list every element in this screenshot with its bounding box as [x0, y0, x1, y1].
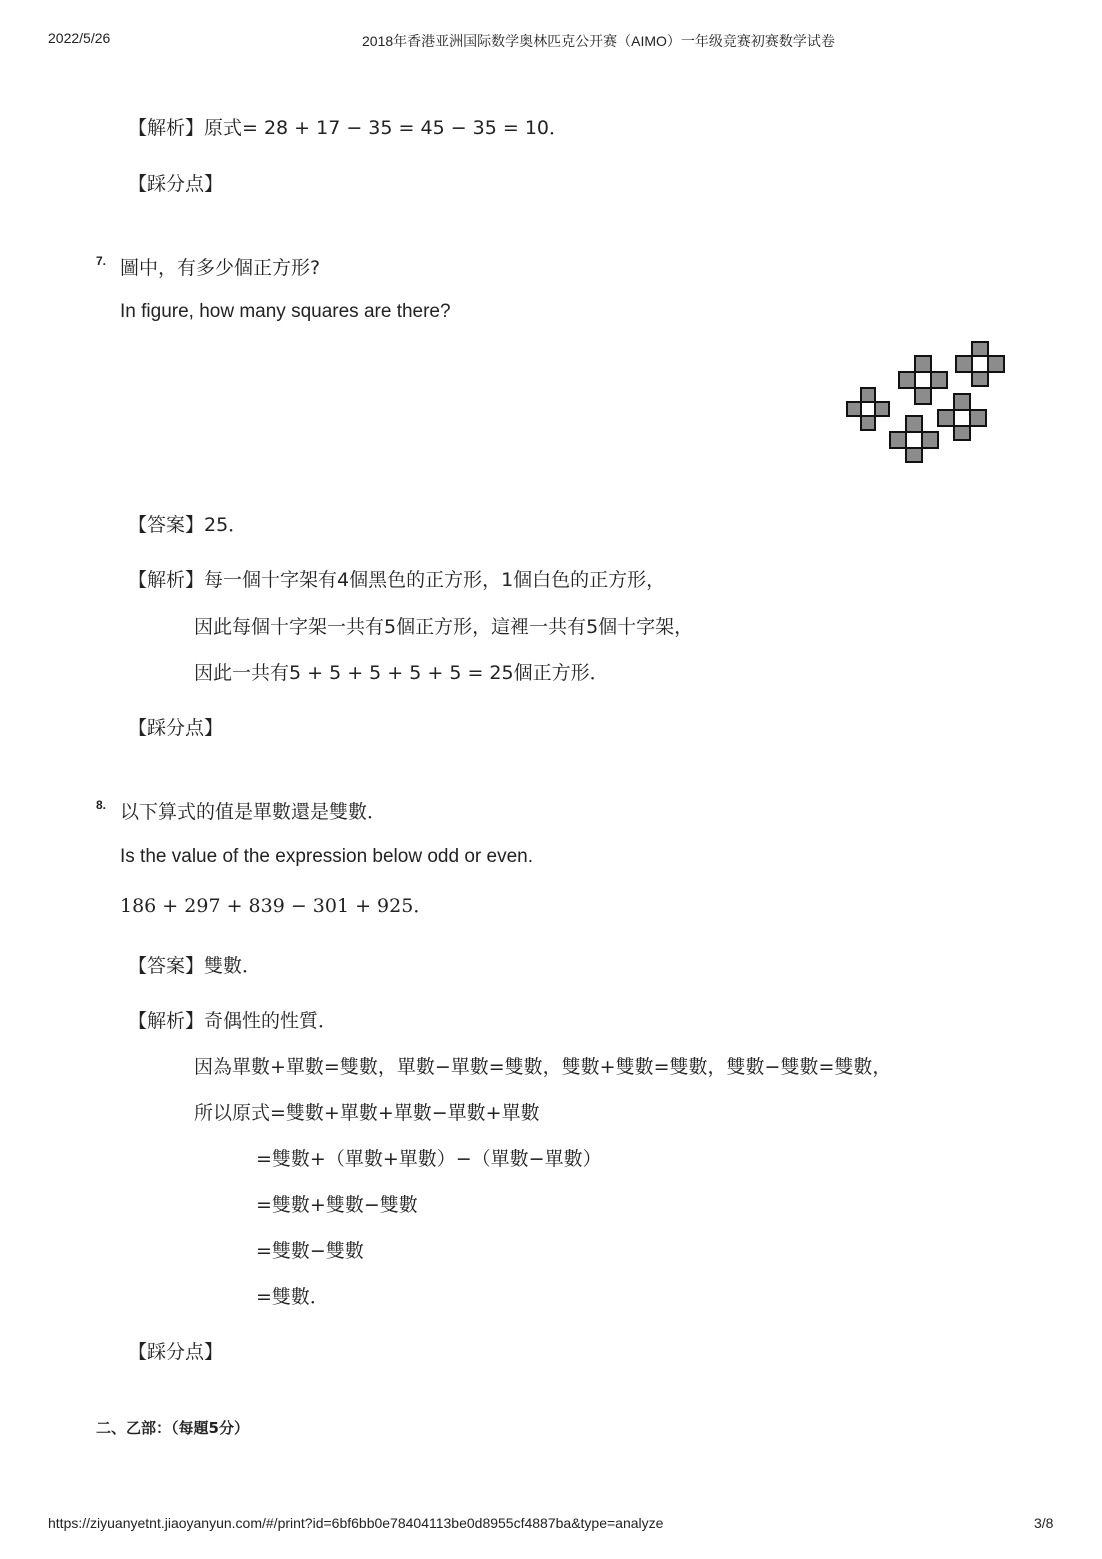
q7-analysis-line-2: 因此每個十字架一共有5個正方形，這裡一共有5個十字架，: [194, 616, 694, 638]
q8-analysis-line-4: =雙數+（單數+單數）−（單數−單數）: [256, 1148, 602, 1170]
q8-analysis-line-2: 因為單數+單數=雙數，單數−單數=雙數，雙數+雙數=雙數，雙數−雙數=雙數，: [194, 1056, 892, 1078]
q8-analysis-line-5: =雙數+雙數−雙數: [256, 1194, 418, 1216]
page-number: 3/8: [1034, 1515, 1054, 1531]
q7-question-zh: 圖中，有多少個正方形?: [120, 257, 321, 279]
q7-question-en: In figure, how many squares are there?: [120, 301, 451, 322]
q8-question-en: Is the value of the expression below odd or even.: [120, 846, 533, 867]
q6-analysis: 【解析】原式= 28 + 17 − 35 = 45 − 35 = 10．: [128, 117, 569, 139]
cross-3: [956, 342, 1004, 386]
q7-points: 【踩分点】: [128, 717, 224, 739]
q8-analysis-line-7: =雙數．: [256, 1286, 329, 1308]
q8-analysis-line-3: 所以原式=雙數+單數+單數−單數+單數: [194, 1102, 540, 1124]
q8-analysis-line-6: =雙數−雙數: [256, 1240, 364, 1262]
q8-points: 【踩分点】: [128, 1341, 224, 1363]
cross-1: [847, 388, 889, 430]
q8-analysis-line-1: 【解析】奇偶性的性質．: [128, 1010, 338, 1032]
document-title: 2018年香港亚洲国际数学奥林匹克公开赛（AIMO）一年级竞赛初赛数学试卷: [362, 33, 835, 49]
cross-4: [938, 394, 986, 440]
crosses-figure: [840, 336, 1012, 468]
q8-expression: 186 + 297 + 839 − 301 + 925．: [120, 895, 433, 917]
cross-2: [899, 356, 947, 404]
q7-analysis-line-1: 【解析】每一個十字架有4個黑色的正方形，1個白色的正方形，: [128, 569, 666, 591]
q7-number: 7.: [96, 254, 107, 268]
section-b-heading: 二、乙部：（每題5分）: [96, 1419, 249, 1437]
q7-answer: 【答案】25．: [128, 514, 248, 536]
print-date: 2022/5/26: [48, 30, 111, 46]
q6-points: 【踩分点】: [128, 173, 224, 195]
cross-5: [890, 416, 938, 462]
q8-number: 8.: [96, 798, 107, 812]
q8-answer: 【答案】雙數．: [128, 955, 262, 977]
q7-analysis-line-3: 因此一共有5 + 5 + 5 + 5 + 5 = 25個正方形．: [194, 662, 609, 684]
q8-question-zh: 以下算式的值是單數還是雙數．: [120, 801, 387, 823]
footer-url[interactable]: https://ziyuanyetnt.jiaoyanyun.com/#/print?id=6bf6bb0e78404113be0d8955cf4887ba&type=analyze: [48, 1515, 664, 1531]
